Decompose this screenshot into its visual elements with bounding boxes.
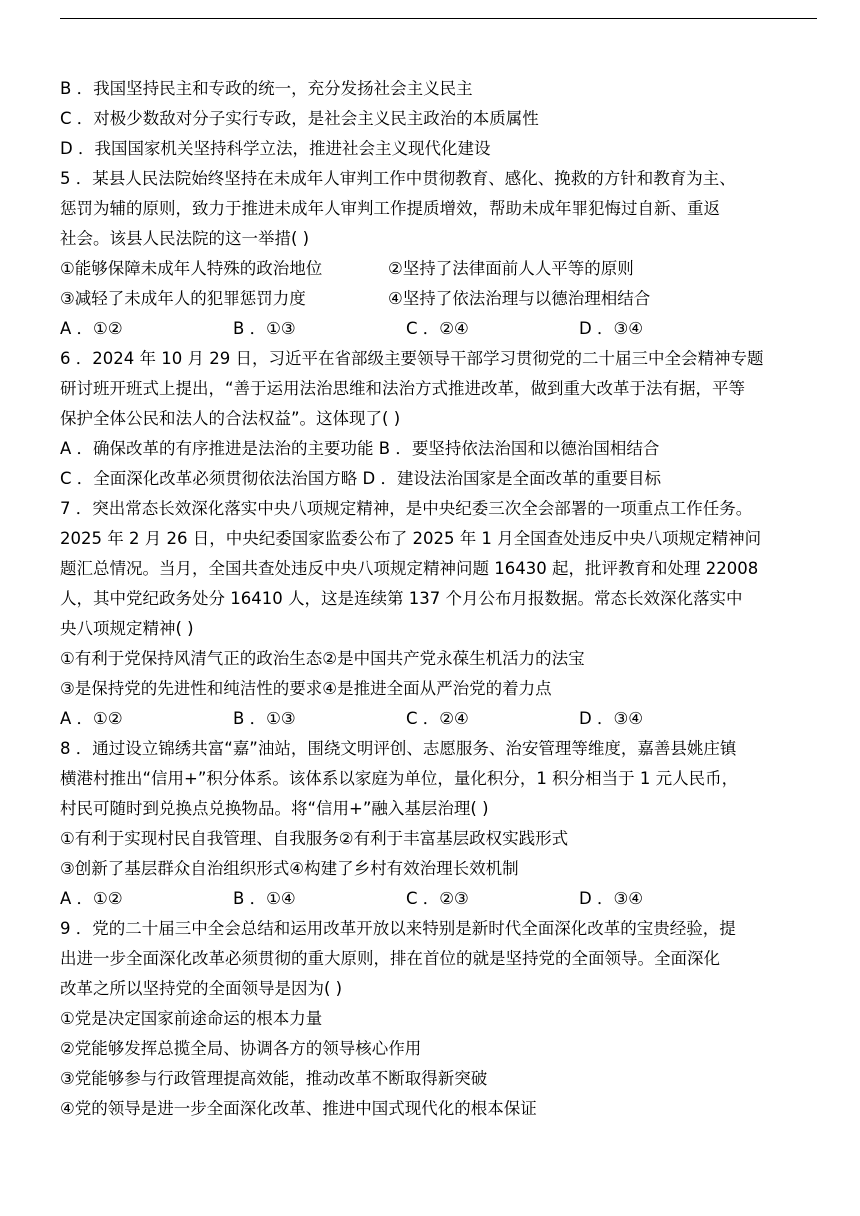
question-7 (60, 494, 820, 734)
q5-item-1: ①能够保障未成年人特殊的政治地位 (60, 259, 323, 278)
q5-option-a: A ．①② (60, 319, 123, 338)
q5-items-row (60, 254, 820, 284)
q5-item-3: ③减轻了未成年人的犯罪惩罚力度 (60, 289, 306, 308)
q5-items-row (60, 284, 820, 314)
question-8 (60, 734, 820, 914)
q9-item-1: ①党是决定国家前途命运的根本力量 (60, 1009, 323, 1028)
q5-option-c: C ．②④ (406, 319, 469, 338)
q4-option-c: C ．对极少数敌对分子实行专政，是社会主义民主政治的本质属性 (60, 109, 539, 128)
q7-stem-line: 2025 年 2 月 26 日，中央纪委国家监委公布了 2025 年 1 月全国查处违反中央八项规定精神问 (60, 529, 762, 548)
q6-options-line: C ．全面深化改革必须贯彻依法治国方略 D ．建设法治国家是全面改革的重要目标 (60, 469, 661, 488)
q7-options (60, 704, 820, 734)
q8-stem-line: 横港村推出“信用+”积分体系。该体系以家庭为单位，量化积分，1 积分相当于 1 元人民币， (60, 769, 739, 788)
q9-item-3: ③党能够参与行政管理提高效能，推动改革不断取得新突破 (60, 1069, 488, 1088)
q4-option-b: B ．我国坚持民主和专政的统一，充分发扬社会主义民主 (60, 79, 473, 98)
question-5 (60, 164, 820, 344)
q9-stem-line: 出进一步全面深化改革必须贯彻的重大原则，排在首位的就是坚持党的全面领导。全面深化 (60, 949, 720, 968)
q8-option-d: D ．③④ (579, 889, 644, 908)
q5-options (60, 314, 820, 344)
q7-stem-line: 题汇总情况。当月，全国共查处违反中央八项规定精神问题 16430 起，批评教育和处理 22008 (60, 559, 759, 578)
q9-stem-line: 改革之所以坚持党的全面领导是因为( ) (60, 979, 343, 998)
top-rule (60, 18, 817, 19)
q7-items-line: ③是保持党的先进性和纯洁性的要求④是推进全面从严治党的着力点 (60, 679, 552, 698)
q6-stem-line: 研讨班开班式上提出，“善于运用法治思维和法治方式推进改革，做到重大改革于法有据，平等 (60, 379, 746, 398)
q8-option-b: B ．①④ (233, 889, 296, 908)
q5-option-d: D ．③④ (579, 319, 644, 338)
q8-option-c: C ．②③ (406, 889, 469, 908)
q7-option-d: D ．③④ (579, 709, 644, 728)
q7-stem-line: 人，其中党纪政务处分 16410 人，这是连续第 137 个月公布月报数据。常态长效深化落实中 (60, 589, 743, 608)
q7-option-a: A ．①② (60, 709, 123, 728)
q7-items-line: ①有利于党保持风清气正的政治生态②是中国共产党永葆生机活力的法宝 (60, 649, 585, 668)
q7-option-c: C ．②④ (406, 709, 469, 728)
q7-stem-line: 7 ．突出常态长效深化落实中央八项规定精神，是中央纪委三次全会部署的一项重点工作任务。 (60, 499, 753, 518)
q5-stem-line: 社会。该县人民法院的这一举措( ) (60, 229, 310, 248)
q9-item-2: ②党能够发挥总揽全局、协调各方的领导核心作用 (60, 1039, 422, 1058)
q5-stem-line: 5 ．某县人民法院始终坚持在未成年人审判工作中贯彻教育、感化、挽救的方针和教育为主、 (60, 169, 736, 188)
q8-stem-line: 村民可随时到兑换点兑换物品。将“信用+”融入基层治理( ) (60, 799, 489, 818)
q8-items-line: ①有利于实现村民自我管理、自我服务②有利于丰富基层政权实践形式 (60, 829, 569, 848)
q9-item-4: ④党的领导是进一步全面深化改革、推进中国式现代化的根本保证 (60, 1099, 537, 1118)
q9-stem-line: 9 ．党的二十届三中全会总结和运用改革开放以来特别是新时代全面深化改革的宝贵经验，提 (60, 919, 736, 938)
q6-options-line: A ．确保改革的有序推进是法治的主要功能 B ．要坚持依法治国和以德治国相结合 (60, 439, 660, 458)
q6-stem-line: 6 ．2024 年 10 月 29 日，习近平在省部级主要领导干部学习贯彻党的二十届三中全会精神专题 (60, 349, 764, 368)
q5-stem-line: 惩罚为辅的原则，致力于推进未成年人审判工作提质增效，帮助未成年罪犯悔过自新、重返 (60, 199, 720, 218)
document-body (60, 74, 820, 1124)
q8-options (60, 884, 820, 914)
q7-option-b: B ．①③ (233, 709, 296, 728)
question-9 (60, 914, 820, 1124)
q6-stem-line: 保护全体公民和法人的合法权益”。这体现了( ) (60, 409, 401, 428)
q4-option-d: D ．我国国家机关坚持科学立法，推进社会主义现代化建设 (60, 139, 491, 158)
q5-item-2: ②坚持了法律面前人人平等的原则 (388, 259, 634, 278)
q8-option-a: A ．①② (60, 889, 123, 908)
q8-stem-line: 8 ．通过设立锦绣共富“嘉”油站，围绕文明评创、志愿服务、治安管理等维度，嘉善县姚庄镇 (60, 739, 737, 758)
q5-item-4: ④坚持了依法治理与以德治理相结合 (388, 289, 651, 308)
q7-stem-line: 央八项规定精神( ) (60, 619, 194, 638)
q8-items-line: ③创新了基层群众自治组织形式④构建了乡村有效治理长效机制 (60, 859, 519, 878)
q5-option-b: B ．①③ (233, 319, 296, 338)
question-6 (60, 344, 820, 494)
